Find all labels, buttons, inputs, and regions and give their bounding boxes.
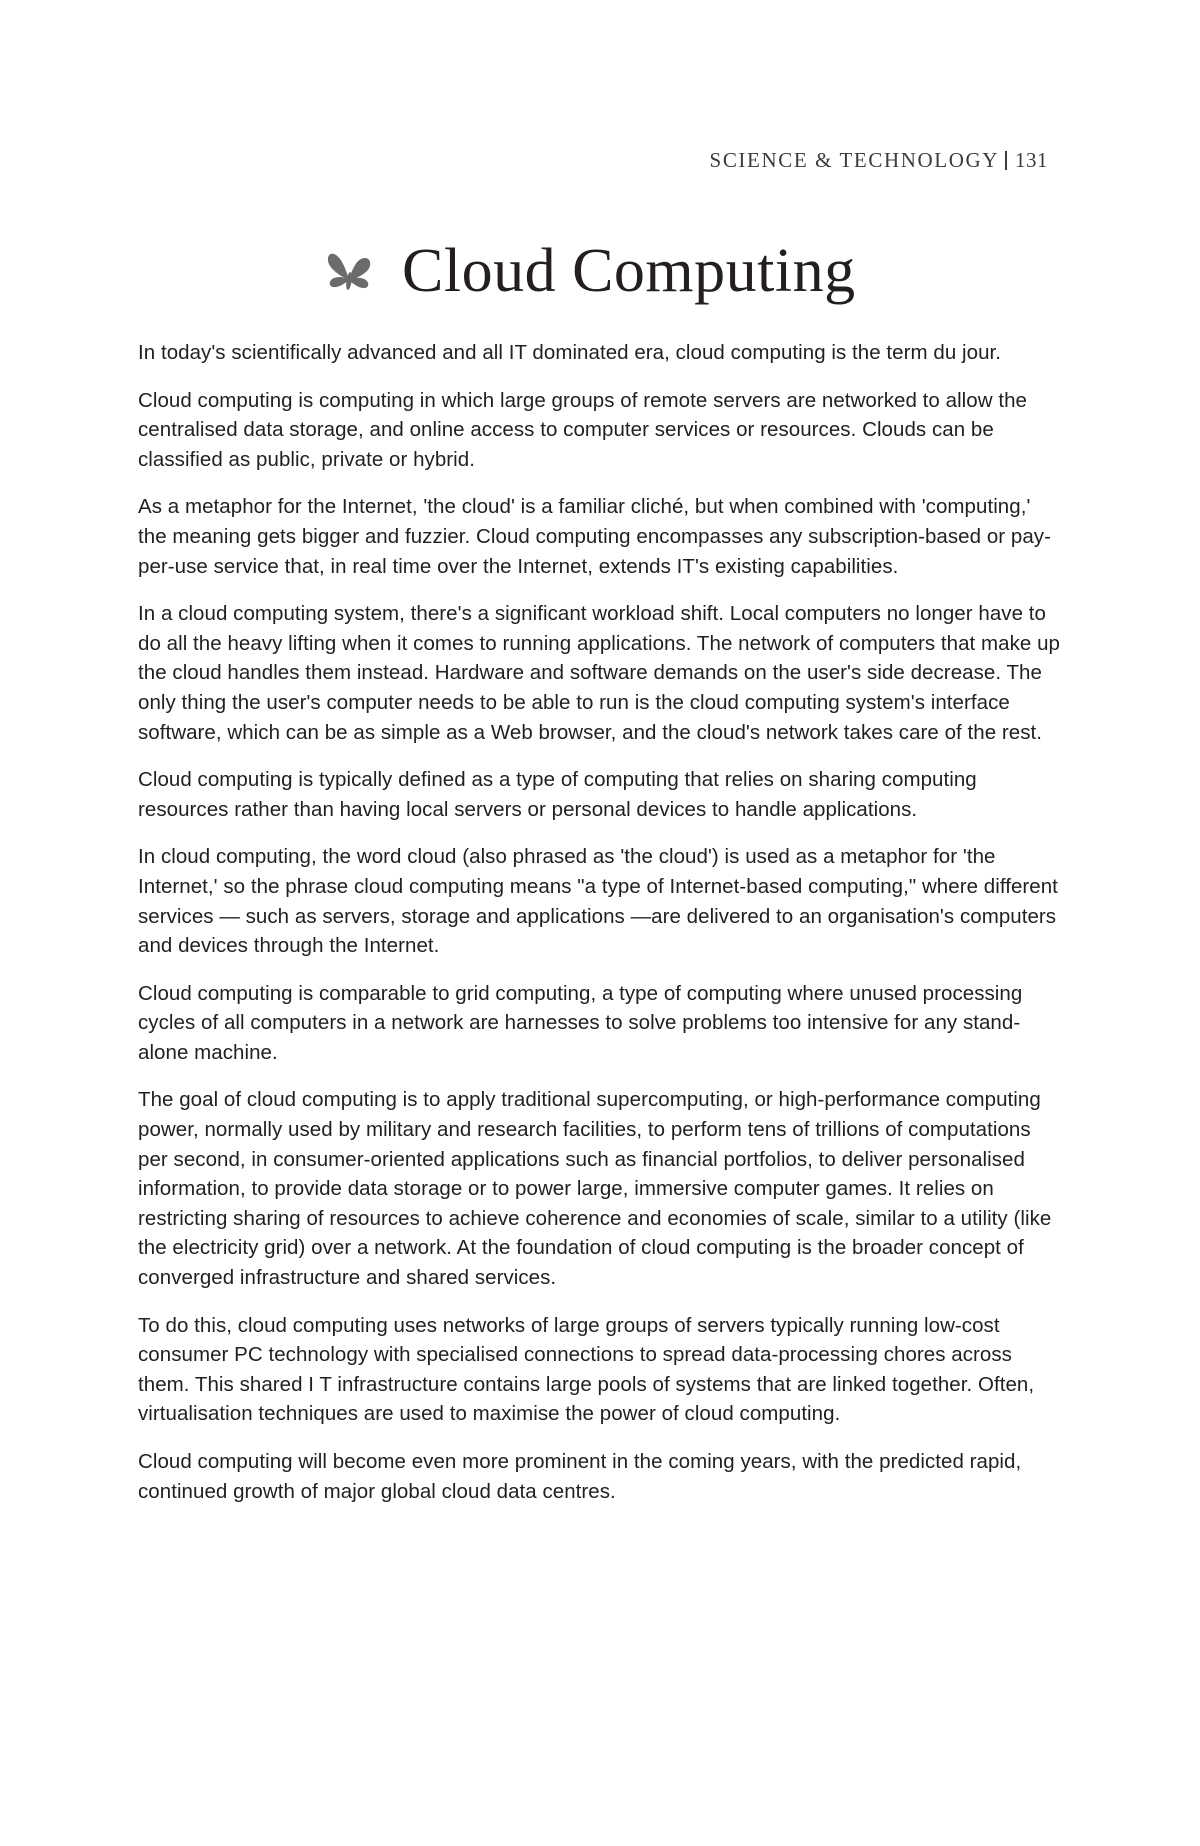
page-title: Cloud Computing [402, 237, 856, 305]
paragraph: Cloud computing is typically defined as a type of computing that relies on sharing computing resources rather than having local servers or personal devices to handle applications. [138, 768, 977, 821]
paragraph: In today's scientifically advanced and all IT dominated era, cloud computing is the term du jour. [138, 341, 1002, 364]
butterfly-ornament-icon [318, 246, 380, 308]
header-divider [1005, 151, 1007, 170]
paragraph: In a cloud computing system, there's a significant workload shift. Local computers no longer have to do all the heavy lifting when it comes to running applications. The network of computers that make up the cloud handles them instead. Hardware and software demands on the user's side decrease. The only thing the user's computer needs to be able to run is the cloud computing system's interface software, which can be as simple as a Web browser, and the cloud's network takes care of the rest. [138, 602, 1060, 744]
paragraph: In cloud computing, the word cloud (also phrased as 'the cloud') is used as a metaphor for 'the Internet,' so the phrase cloud computing means "a type of Internet-based computing," where different services — such as servers, storage and applications —are delivered to an organisation's computers and devices through the Internet. [138, 845, 1058, 958]
header-section-label: SCIENCE & TECHNOLOGY [709, 148, 999, 172]
article-body [138, 338, 1062, 1506]
title-block [0, 237, 1200, 305]
paragraph: As a metaphor for the Internet, 'the cloud' is a familiar cliché, but when combined with 'computing,' the meaning gets bigger and fuzzier. Cloud computing encompasses any subscription-based or pay-per-use service that, in real time over the Internet, extends IT's existing capabilities. [138, 495, 1051, 578]
paragraph: Cloud computing will become even more prominent in the coming years, with the predicted rapid, continued growth of major global cloud data centres. [138, 1450, 1022, 1503]
paragraph: Cloud computing is comparable to grid computing, a type of computing where unused processing cycles of all computers in a network are harnesses to solve problems too intensive for any stand-alone machine. [138, 981, 1023, 1064]
paragraph: The goal of cloud computing is to apply traditional supercomputing, or high-performance computing power, normally used by military and research facilities, to perform tens of trillions of computations per second, in consumer-oriented applications such as financial portfolios, to deliver personalised information, to provide data storage or to power large, immersive computer games. It relies on restricting sharing of resources to achieve coherence and economies of scale, similar to a utility (like the electricity grid) over a network. At the foundation of cloud computing is the broader concept of converged infrastructure and shared services. [138, 1088, 1052, 1290]
page-header [0, 148, 1200, 173]
paragraph: Cloud computing is computing in which large groups of remote servers are networked to allow the centralised data storage, and online access to computer services or resources. Clouds can be classified as public, private or hybrid. [138, 388, 1027, 471]
page-number: 131 [1015, 148, 1048, 172]
paragraph: To do this, cloud computing uses networks of large groups of servers typically running low-cost consumer PC technology with specialised connections to spread data-processing chores across them. This shared I T infrastructure contains large pools of systems that are linked together. Often, virtualisation techniques are used to maximise the power of cloud computing. [138, 1313, 1035, 1426]
